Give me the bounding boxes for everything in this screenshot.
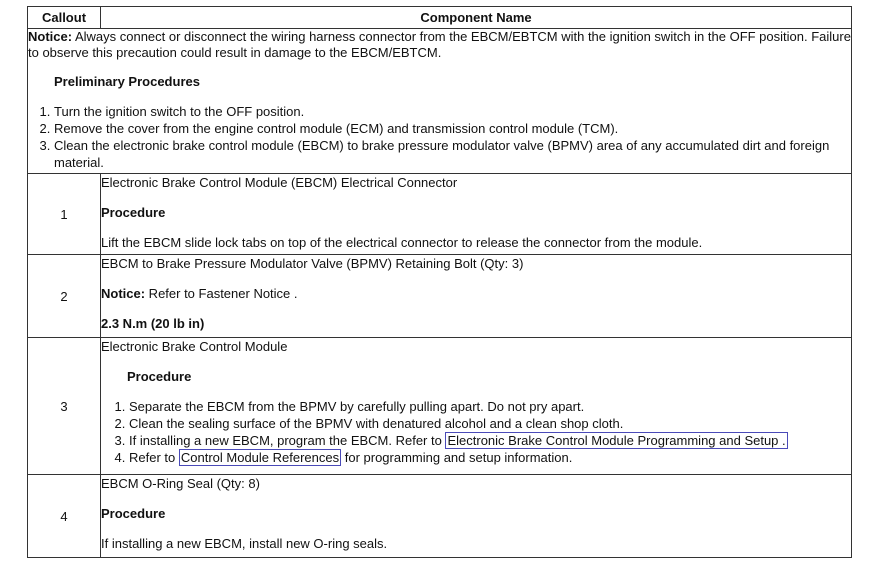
list-item: 1. Separate the EBCM from the BPMV by carefully pulling apart. Do not pry apart. <box>129 398 851 415</box>
procedure-text: Lift the EBCM slide lock tabs on top of the electrical connector to release the connector from the module. <box>101 235 703 250</box>
list-item: 2. Remove the cover from the engine control module (ECM) and transmission control module (TCM). <box>54 120 851 137</box>
callout-header: Callout <box>28 7 101 29</box>
preliminary-steps <box>28 103 851 171</box>
step-text: Refer to <box>129 450 179 465</box>
callout-number: 2 <box>28 255 101 338</box>
table-row <box>28 475 852 558</box>
procedure-steps <box>101 398 851 466</box>
component-cell <box>101 475 852 558</box>
list-item <box>129 432 851 449</box>
notice-paragraph <box>101 285 851 315</box>
table-header-row <box>28 7 852 29</box>
notice-label: Notice: <box>28 29 73 44</box>
component-name: Electronic Brake Control Module (EBCM) Electrical Connector <box>101 175 458 190</box>
component-cell <box>101 338 852 475</box>
procedure-table <box>27 6 852 558</box>
preliminary-heading: Preliminary Procedures <box>54 74 200 89</box>
procedure-label: Procedure <box>101 205 166 220</box>
list-item: 2. Clean the sealing surface of the BPMV with denatured alcohol and a clean shop cloth. <box>129 415 851 432</box>
preliminary-row <box>28 29 852 174</box>
notice-label: Notice: <box>101 286 146 301</box>
component-cell <box>101 174 852 255</box>
preliminary-cell <box>28 29 852 174</box>
component-name: Electronic Brake Control Module <box>101 339 288 354</box>
procedure-text: If installing a new EBCM, install new O-ring seals. <box>101 536 388 551</box>
step-text: for programming and setup information. <box>341 450 573 465</box>
callout-number: 1 <box>28 174 101 255</box>
component-name: EBCM O-Ring Seal (Qty: 8) <box>101 476 260 491</box>
component-name-header: Component Name <box>101 7 852 29</box>
callout-number: 3 <box>28 338 101 475</box>
list-item <box>129 449 851 466</box>
table-row <box>28 174 852 255</box>
list-item: 1. Turn the ignition switch to the OFF position. <box>54 103 851 120</box>
table-row <box>28 255 852 338</box>
control-module-references-link[interactable]: Control Module References <box>180 450 340 465</box>
torque-spec: 2.3 N.m (20 lb in) <box>101 316 205 331</box>
component-cell <box>101 255 852 338</box>
notice-text: Always connect or disconnect the wiring harness connector from the EBCM/EBTCM with the ignition switch in the OFF position. Failure to observe this precaution could result in damage to the EBCM/EBTCM. <box>28 29 851 60</box>
step-text: If installing a new EBCM, program the EBCM. Refer to <box>129 433 446 448</box>
procedure-label: Procedure <box>127 369 192 384</box>
ebcm-programming-link[interactable]: Electronic Brake Control Module Programming and Setup . <box>447 433 786 448</box>
component-name: EBCM to Brake Pressure Modulator Valve (BPMV) Retaining Bolt (Qty: 3) <box>101 256 524 271</box>
callout-number: 4 <box>28 475 101 558</box>
list-item: 3. Clean the electronic brake control module (EBCM) to brake pressure modulator valve (BPMV) area of any accumulated dirt and foreign material. <box>54 137 851 171</box>
notice-paragraph <box>28 29 851 61</box>
table-row <box>28 338 852 475</box>
notice-text: Refer to Fastener Notice . <box>145 286 298 301</box>
procedure-label: Procedure <box>101 506 166 521</box>
